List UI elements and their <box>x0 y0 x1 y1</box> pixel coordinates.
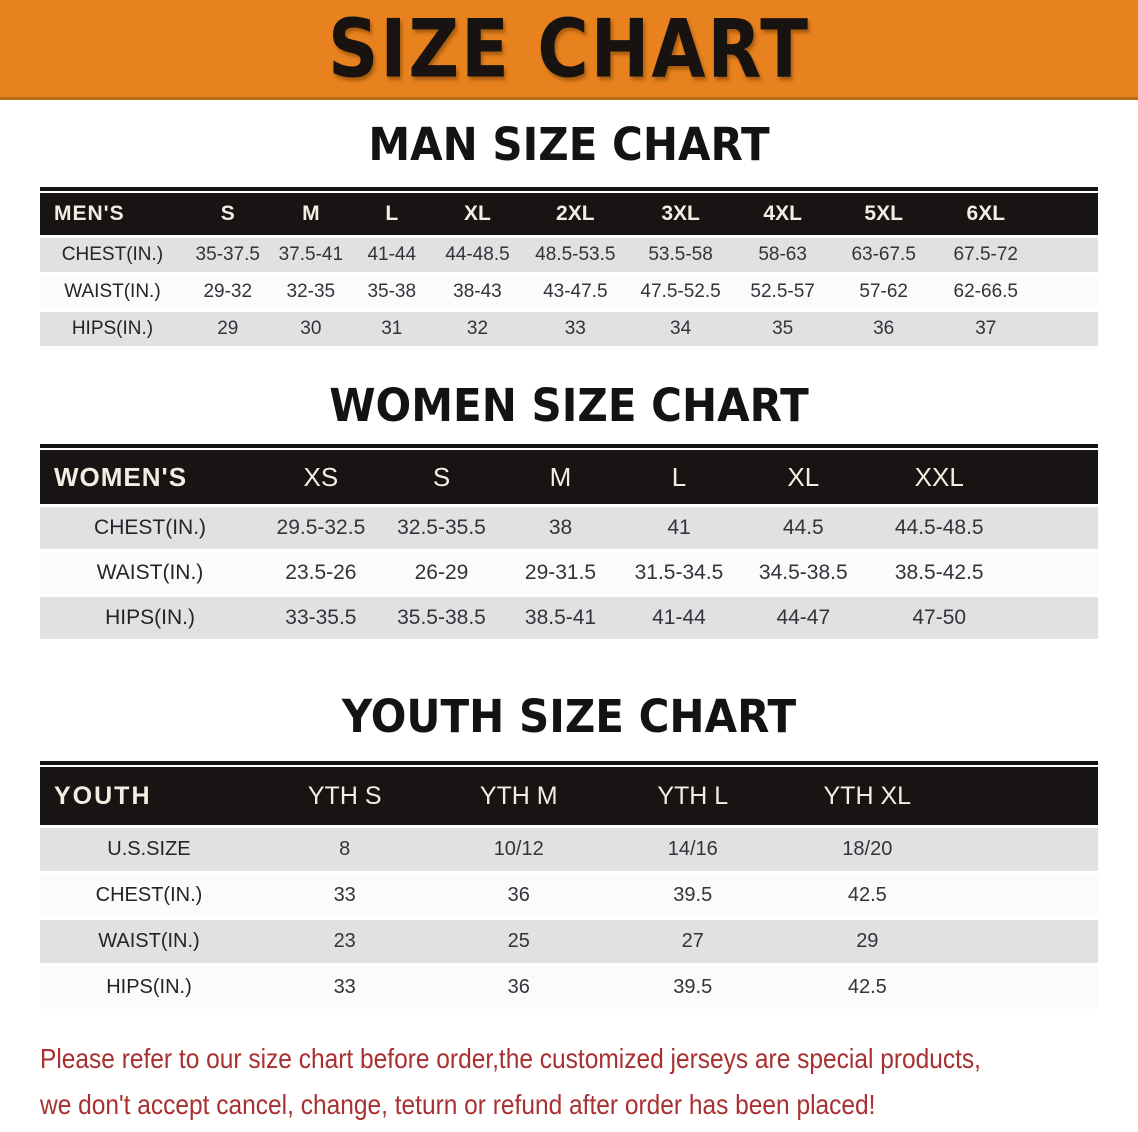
value-cell: 29-32 <box>185 274 271 311</box>
size-column-header: XL <box>432 193 522 237</box>
value-cell: 47.5-52.5 <box>628 274 733 311</box>
value-cell: 29.5-32.5 <box>260 506 382 551</box>
size-column-header: XL <box>738 450 868 506</box>
value-cell: 23.5-26 <box>260 551 382 596</box>
spacer-cell <box>955 827 1098 873</box>
value-cell: 41-44 <box>351 237 432 274</box>
value-cell: 36 <box>431 965 606 1011</box>
size-column-header: M <box>271 193 351 237</box>
value-cell: 29-31.5 <box>501 551 619 596</box>
size-column-header: S <box>185 193 271 237</box>
row-label-cell: HIPS(IN.) <box>40 596 260 641</box>
banner-title: SIZE CHART <box>327 1 811 96</box>
value-cell: 35.5-38.5 <box>382 596 502 641</box>
spacer-cell <box>1010 450 1098 506</box>
size-column-header: 4XL <box>733 193 832 237</box>
size-column-header: XXL <box>868 450 1010 506</box>
row-label-cell: WAIST(IN.) <box>40 551 260 596</box>
women-table-label: WOMEN'S <box>40 450 260 506</box>
men-chest-row <box>40 237 1098 274</box>
value-cell: 35-38 <box>351 274 432 311</box>
value-cell: 43-47.5 <box>522 274 628 311</box>
youth-hips-row <box>40 965 1098 1011</box>
row-label-cell: U.S.SIZE <box>40 827 258 873</box>
size-column-header: 3XL <box>628 193 733 237</box>
value-cell: 34.5-38.5 <box>738 551 868 596</box>
value-cell: 32.5-35.5 <box>382 506 502 551</box>
value-cell: 37.5-41 <box>271 237 351 274</box>
value-cell: 27 <box>606 919 780 965</box>
value-cell: 42.5 <box>780 873 956 919</box>
value-cell: 8 <box>258 827 432 873</box>
size-column-header: YTH XL <box>780 767 956 827</box>
youth-section-title <box>0 690 1138 743</box>
women-chest-row <box>40 506 1098 551</box>
value-cell: 57-62 <box>832 274 935 311</box>
size-column-header: S <box>382 450 502 506</box>
size-column-header: XS <box>260 450 382 506</box>
size-chart-banner <box>0 0 1138 100</box>
spacer-cell <box>1037 237 1098 274</box>
value-cell: 62-66.5 <box>935 274 1037 311</box>
order-warning <box>40 1036 1138 1128</box>
value-cell: 30 <box>271 311 351 348</box>
size-column-header: 6XL <box>935 193 1037 237</box>
man-section-title <box>0 118 1138 171</box>
spacer-cell <box>955 767 1098 827</box>
youth-chest-row <box>40 873 1098 919</box>
value-cell: 53.5-58 <box>628 237 733 274</box>
value-cell: 48.5-53.5 <box>522 237 628 274</box>
value-cell: 35 <box>733 311 832 348</box>
row-label-cell: CHEST(IN.) <box>40 873 258 919</box>
value-cell: 52.5-57 <box>733 274 832 311</box>
value-cell: 41-44 <box>620 596 738 641</box>
value-cell: 38-43 <box>432 274 522 311</box>
order-warning-line-1: Please refer to our size chart before order,the customized jerseys are special products, <box>40 1043 981 1074</box>
row-label-cell: CHEST(IN.) <box>40 237 185 274</box>
youth-header-row <box>40 767 1098 827</box>
value-cell: 25 <box>431 919 606 965</box>
value-cell: 29 <box>185 311 271 348</box>
men-hips-row <box>40 311 1098 348</box>
spacer-cell <box>1010 596 1098 641</box>
value-cell: 44-48.5 <box>432 237 522 274</box>
spacer-cell <box>1037 274 1098 311</box>
value-cell: 34 <box>628 311 733 348</box>
women-size-table <box>40 450 1098 642</box>
value-cell: 38 <box>501 506 619 551</box>
spacer-cell <box>955 919 1098 965</box>
women-section-title-text: WOMEN SIZE CHART <box>329 379 809 432</box>
value-cell: 33 <box>522 311 628 348</box>
value-cell: 26-29 <box>382 551 502 596</box>
value-cell: 32-35 <box>271 274 351 311</box>
row-label-cell: HIPS(IN.) <box>40 965 258 1011</box>
spacer-cell <box>1010 551 1098 596</box>
row-label-cell: WAIST(IN.) <box>40 919 258 965</box>
value-cell: 39.5 <box>606 873 780 919</box>
men-table-label: MEN'S <box>40 193 185 237</box>
women-header-row <box>40 450 1098 506</box>
row-label-cell: WAIST(IN.) <box>40 274 185 311</box>
value-cell: 33 <box>258 965 432 1011</box>
women-hips-row <box>40 596 1098 641</box>
men-header-row <box>40 193 1098 237</box>
size-column-header: 5XL <box>832 193 935 237</box>
youth-size-table <box>40 767 1098 1012</box>
youth-ussize-row <box>40 827 1098 873</box>
spacer-cell <box>1037 193 1098 237</box>
spacer-cell <box>955 965 1098 1011</box>
youth-table-label: YOUTH <box>40 767 258 827</box>
value-cell: 41 <box>620 506 738 551</box>
women-section-title <box>0 379 1138 432</box>
youth-section-title-text: YOUTH SIZE CHART <box>341 690 797 743</box>
value-cell: 37 <box>935 311 1037 348</box>
value-cell: 44.5-48.5 <box>868 506 1010 551</box>
order-warning-line-2: we don't accept cancel, change, teturn or refund after order has been placed! <box>40 1089 876 1120</box>
value-cell: 42.5 <box>780 965 956 1011</box>
spacer-cell <box>955 873 1098 919</box>
value-cell: 33 <box>258 873 432 919</box>
value-cell: 36 <box>431 873 606 919</box>
value-cell: 58-63 <box>733 237 832 274</box>
value-cell: 36 <box>832 311 935 348</box>
value-cell: 23 <box>258 919 432 965</box>
value-cell: 29 <box>780 919 956 965</box>
value-cell: 32 <box>432 311 522 348</box>
value-cell: 38.5-41 <box>501 596 619 641</box>
men-size-table <box>40 193 1098 349</box>
value-cell: 14/16 <box>606 827 780 873</box>
spacer-cell <box>1010 506 1098 551</box>
row-label-cell: HIPS(IN.) <box>40 311 185 348</box>
size-column-header: YTH S <box>258 767 432 827</box>
size-column-header: YTH M <box>431 767 606 827</box>
value-cell: 63-67.5 <box>832 237 935 274</box>
women-waist-row <box>40 551 1098 596</box>
value-cell: 18/20 <box>780 827 956 873</box>
value-cell: 44.5 <box>738 506 868 551</box>
man-section-title-text: MAN SIZE CHART <box>368 118 770 171</box>
size-column-header: 2XL <box>522 193 628 237</box>
row-label-cell: CHEST(IN.) <box>40 506 260 551</box>
value-cell: 38.5-42.5 <box>868 551 1010 596</box>
value-cell: 67.5-72 <box>935 237 1037 274</box>
value-cell: 35-37.5 <box>185 237 271 274</box>
value-cell: 39.5 <box>606 965 780 1011</box>
value-cell: 31.5-34.5 <box>620 551 738 596</box>
women-size-table-wrap <box>40 444 1098 642</box>
men-size-table-wrap <box>40 187 1098 349</box>
value-cell: 44-47 <box>738 596 868 641</box>
value-cell: 10/12 <box>431 827 606 873</box>
size-column-header: YTH L <box>606 767 780 827</box>
spacer-cell <box>1037 311 1098 348</box>
size-column-header: M <box>501 450 619 506</box>
youth-size-table-wrap <box>40 761 1098 1012</box>
value-cell: 31 <box>351 311 432 348</box>
value-cell: 47-50 <box>868 596 1010 641</box>
size-column-header: L <box>351 193 432 237</box>
youth-waist-row <box>40 919 1098 965</box>
men-waist-row <box>40 274 1098 311</box>
value-cell: 33-35.5 <box>260 596 382 641</box>
size-column-header: L <box>620 450 738 506</box>
